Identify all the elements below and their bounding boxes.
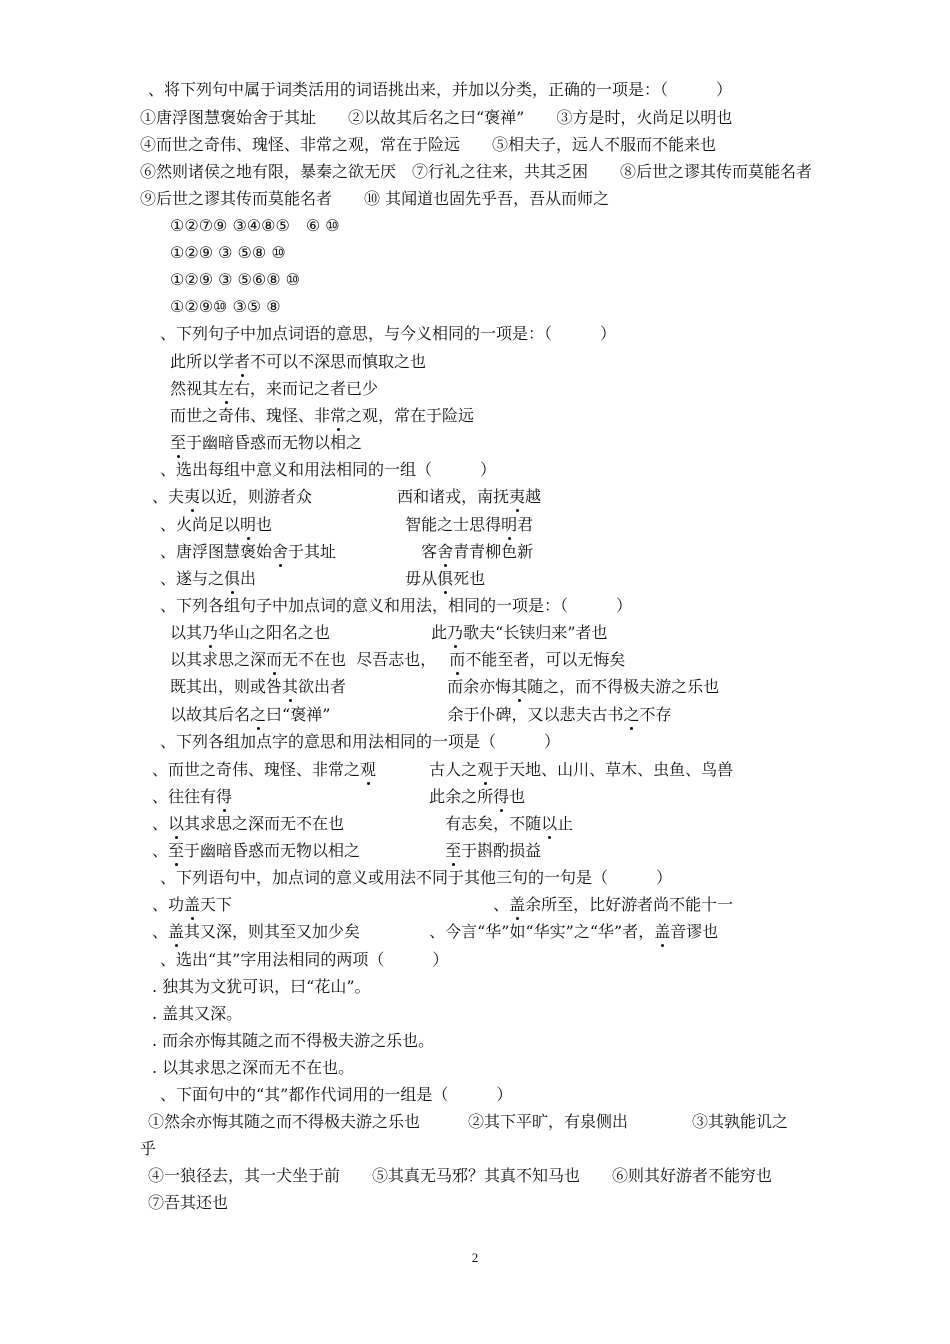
text-segment: 、下列各组加点字的意思和用法相同的一项是（ ） (160, 732, 561, 751)
text-segment: 余所至，比好游者尚不能十一 (525, 895, 734, 914)
text-segment: ①②⑨ ③ ⑤⑥⑧ ⑩ (170, 270, 301, 289)
text-segment: 止 (557, 814, 574, 833)
text-line (152, 787, 525, 807)
text-segment: 欲出者 而余亦悔 (298, 677, 512, 696)
text-segment: 天下 、 (200, 895, 510, 914)
text-segment: 于斟酌损益 (461, 841, 542, 860)
text-segment: 、下面句中的“其”都作代词用的一组是（ ） (160, 1085, 513, 1104)
text-line (170, 270, 300, 290)
text-segment: 而世之奇伟、瑰怪、非 (170, 406, 331, 425)
text-segment: 乎 (140, 1139, 157, 1158)
dotted-word: 盖 (509, 895, 526, 914)
text-segment: 以近，则游者众 西和诸戎，南抚 (200, 487, 510, 506)
text-segment: 、往往有 (152, 787, 217, 806)
text-line (170, 352, 426, 372)
text-line (170, 705, 672, 725)
dotted-word: 明 (240, 515, 257, 534)
dotted-word: 常 (330, 406, 347, 425)
dotted-word: 其 (282, 677, 299, 696)
text-segment: 也 智能之士思得 (256, 515, 502, 534)
dotted-word: 舍 (437, 542, 454, 561)
text-line (170, 406, 474, 426)
text-segment: 以故其后名 (170, 705, 251, 724)
text-segment: 、唐浮图慧褒始 (160, 542, 273, 561)
dotted-word: 明 (501, 515, 518, 534)
text-segment: 青青柳色新 (453, 542, 534, 561)
text-segment: 古人之 (376, 760, 478, 779)
dotted-word: 舍 (272, 542, 289, 561)
text-segment: 然视其 (170, 379, 219, 398)
text-line (152, 841, 541, 861)
text-segment: 此所以学 (170, 352, 235, 371)
text-line (170, 243, 286, 263)
text-line (170, 623, 608, 643)
dotted-word: 左 (218, 379, 235, 398)
dotted-word: 俱 (224, 569, 241, 588)
dotted-word: 以 (168, 814, 185, 833)
text-line (160, 515, 533, 535)
text-segment: 也 (509, 787, 526, 806)
text-segment: ①②⑨⑩ ③⑤ ⑧ (170, 297, 281, 316)
page-number: 2 (471, 1250, 479, 1265)
text-segment: ④一狼径去，其一犬坐于前 ⑤其真无马邪？其真不知马也 ⑥则其好游者不能穷也 (148, 1166, 773, 1185)
text-line (152, 977, 371, 997)
text-segment: ①②⑨ ③ ⑤⑧ ⑩ (170, 243, 286, 262)
text-segment: 、下列句子中加点词语的意思，与今义相同的一项是：（ ） (160, 324, 617, 343)
text-segment: 不存 (639, 705, 672, 724)
text-segment: 、选出每组中意义和用法相同的一组（ ） (160, 460, 497, 479)
text-segment: ④而世之奇伟、瑰怪、非常之观，常在于险远 ⑤相夫子，远人不服而不能来也 (140, 135, 717, 154)
text-line (170, 297, 281, 317)
text-line (152, 1031, 434, 1051)
dotted-word: 观 (477, 760, 494, 779)
dotted-word: 而 (449, 650, 466, 669)
text-segment: ①唐浮图慧褒始舍于其址 ②以故其后名之曰“褒禅” ③方是时，火尚足以明也 (140, 108, 733, 127)
text-segment: . 独其为文犹可识，曰“花山”。 (152, 977, 371, 996)
text-segment: 、选出“其”字用法相同的两项（ ） (160, 950, 449, 969)
dotted-word: 者 (234, 352, 251, 371)
text-segment: . 以其求思之深而无不在也。 (152, 1058, 355, 1077)
dotted-word: 至 (445, 841, 462, 860)
text-segment: 、 (152, 814, 169, 833)
text-segment: 不能至者，可以无悔矣 (465, 650, 626, 669)
text-segment: 音谬也 (670, 922, 719, 941)
text-line (140, 108, 732, 128)
text-segment: 、将下列句中属于词类活用的词语挑出来，并加以分类，正确的一项是：（ ） (148, 80, 733, 99)
text-segment: . 而余亦悔其随之而不得极夫游之乐也。 (152, 1031, 435, 1050)
text-segment: ⑨后世之谬其传而莫能名者 ⑩ 其闻道也固先乎吾，吾从而师之 (140, 189, 610, 208)
text-segment: 、 (152, 841, 169, 860)
dotted-word: 观 (360, 760, 377, 779)
text-segment: 、夫 (152, 487, 185, 506)
text-segment: ①②⑦⑨ ③④⑧⑤ ⑥ ⑩ (170, 216, 340, 235)
dotted-word: 得 (493, 787, 510, 806)
text-segment: 越 (525, 487, 542, 506)
text-segment: 出 毋从 (240, 569, 438, 588)
text-segment: ①然余亦悔其随之而不得极夫游之乐也 ②其下平旷，有泉侧出 ③其孰能讥之 (148, 1112, 789, 1131)
text-segment: 华山之阳名之也 此 (218, 623, 448, 642)
text-segment: 之观，常在于险远 (346, 406, 475, 425)
dotted-word: 乃 (202, 623, 219, 642)
text-segment: 既其出，则或咎 (170, 677, 283, 696)
dotted-word: 以 (541, 814, 558, 833)
dotted-word: 俱 (437, 569, 454, 588)
text-segment: ⑦吾其还也 (148, 1193, 229, 1212)
dotted-word: 而 (266, 650, 283, 669)
text-line (160, 950, 448, 970)
dotted-word: 至 (170, 433, 187, 452)
text-line (160, 732, 560, 752)
dotted-word: 夷 (184, 487, 201, 506)
text-line (160, 324, 616, 344)
dotted-word: 至 (168, 841, 185, 860)
text-line (152, 814, 573, 834)
text-segment: 其求思之深而无不在也 有志矣，不随 (184, 814, 542, 833)
dotted-word: 盖 (654, 922, 671, 941)
text-segment: 此余之所 (232, 787, 494, 806)
text-line (160, 596, 632, 616)
text-line (170, 650, 625, 670)
text-line (152, 487, 541, 507)
text-line (160, 868, 672, 888)
text-segment: 、下列各组句子中加点词的意义和用法，相同的一项是：（ ） (160, 596, 633, 615)
text-segment: 君 (517, 515, 534, 534)
text-line (148, 1166, 772, 1186)
text-line (148, 1193, 228, 1213)
text-line (160, 542, 533, 562)
text-segment: 于其址 客 (288, 542, 438, 561)
text-line (170, 433, 362, 453)
text-segment: 无不在也 尽吾志也， (282, 650, 450, 669)
text-segment: 歌夫“长铗归来”者也 (463, 623, 608, 642)
text-line (140, 1139, 156, 1159)
text-segment: 其又深，则其至又加少矣 、今言“华”如“华实”之“华”者， (184, 922, 655, 941)
text-line (170, 216, 340, 236)
text-segment: 不可以不深思而慎取之也 (250, 352, 427, 371)
text-segment: ⑥然则诸侯之地有限，暴秦之欲无厌 ⑦行礼之往来，共其乏困 ⑧后世之谬其传而莫能名者 (140, 162, 813, 181)
text-segment: 于幽暗昏惑而无物以相之 (184, 841, 446, 860)
text-line (170, 677, 719, 697)
text-line (160, 460, 496, 480)
text-segment: 、而世之奇伟、瑰怪、非常之 (152, 760, 361, 779)
text-segment: 右，来而记之者已少 (234, 379, 379, 398)
dotted-word: 夷 (509, 487, 526, 506)
dotted-word: 之 (623, 705, 640, 724)
text-line (140, 162, 812, 182)
text-segment: . 盖其又深。 (152, 1004, 243, 1023)
text-line (148, 1112, 788, 1132)
text-line (152, 760, 733, 780)
text-line (152, 922, 718, 942)
text-segment: 、遂与之 (160, 569, 225, 588)
text-line (148, 80, 732, 100)
text-segment: 、 (152, 922, 169, 941)
dotted-word: 之 (250, 705, 267, 724)
text-segment: 死也 (453, 569, 486, 588)
text-line (152, 1058, 354, 1078)
text-segment: 曰“褒禅” 余于仆碑，又以悲夫古书 (266, 705, 624, 724)
dotted-word: 得 (216, 787, 233, 806)
dotted-word: 其 (511, 677, 528, 696)
text-line (160, 1085, 512, 1105)
dotted-word: 盖 (184, 895, 201, 914)
text-line (152, 1004, 242, 1024)
text-line (170, 379, 378, 399)
text-line (160, 569, 485, 589)
text-segment: 、功 (152, 895, 185, 914)
dotted-word: 盖 (168, 922, 185, 941)
text-line (140, 189, 609, 209)
text-segment: 随之，而不得极夫游之乐也 (527, 677, 720, 696)
text-segment: 、火尚足以 (160, 515, 241, 534)
text-line (140, 135, 716, 155)
text-segment: 于天地、山川、草木、虫鱼、鸟兽 (493, 760, 734, 779)
text-segment: 、下列语句中，加点词的意义或用法不同于其他三句的一句是（ ） (160, 868, 673, 887)
text-segment: 以其 (170, 623, 203, 642)
text-segment: 以其求思之深 (170, 650, 267, 669)
text-segment: 于幽暗昏惑而无物以相之 (186, 433, 363, 452)
text-line (152, 895, 733, 915)
dotted-word: 乃 (447, 623, 464, 642)
